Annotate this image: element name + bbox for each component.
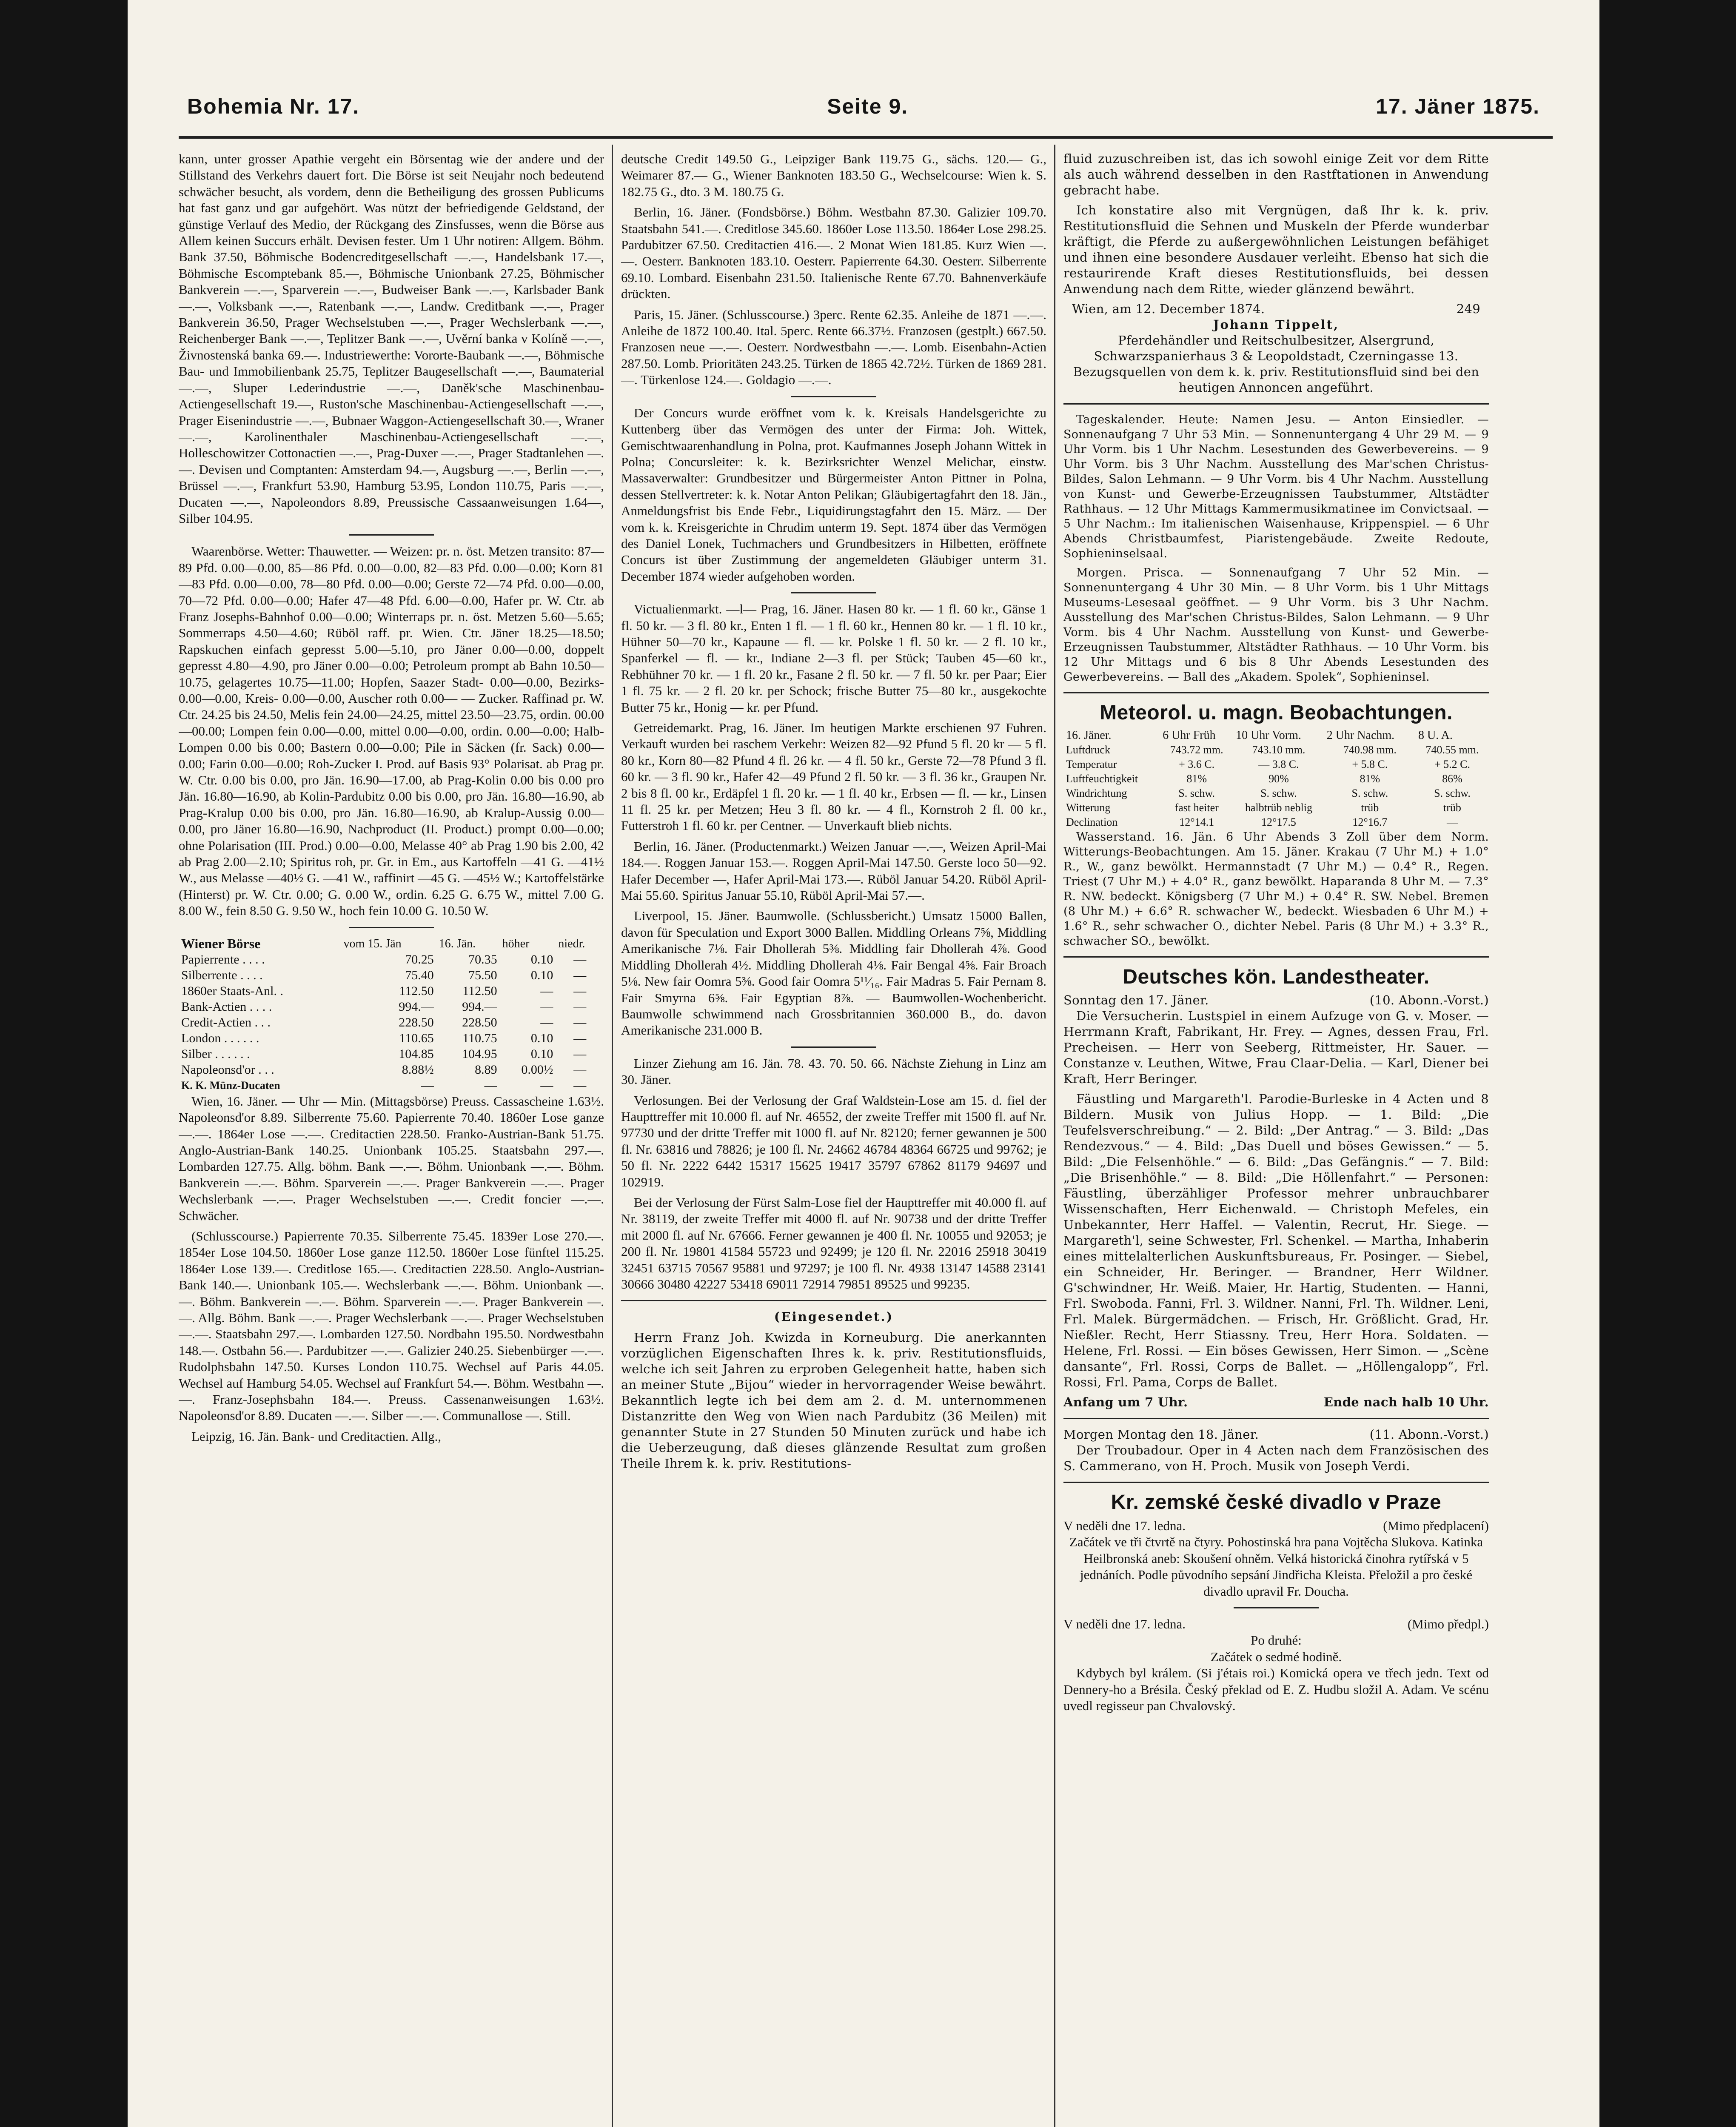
column-header: 16. Jäner. [1066, 729, 1112, 742]
table-row [179, 1078, 604, 1093]
czech-date-line [1063, 1616, 1489, 1632]
czech-theater-heading: Kr. zemské české divadlo v Praze [1111, 1491, 1442, 1514]
cell: 112.50 [462, 984, 497, 998]
meteorology-heading: Meteorol. u. magn. Beobachtungen. [1100, 701, 1453, 724]
start-time-note: Začátek o sedmé hodině. [1210, 1649, 1342, 1664]
linz-lottery-draw: Linzer Ziehung am 16. Jän. 78. 43. 70. 50. 66. Nächste Ziehung in Linz am 30. Jäner. [621, 1055, 1046, 1087]
header-rule [179, 136, 1553, 139]
cell: 75.50 [468, 968, 497, 982]
opera-listing: Der Troubadour. Oper in 4 Acten nach dem Französischen des S. Cammerano, von H. Proch. Musik von Joseph Verdi. [1063, 1443, 1489, 1473]
ad-number: 249 [1456, 302, 1480, 316]
cell: 0.10 [530, 968, 553, 982]
cell: 740.98 mm. [1343, 744, 1397, 756]
column-3 [1063, 151, 1489, 2127]
cell: 740.55 mm. [1425, 744, 1479, 756]
performance-date: Sonntag den 17. Jäner. [1063, 993, 1209, 1007]
cell: 1860er Staats-Anl. . [181, 984, 283, 998]
separator [791, 1046, 876, 1048]
cell: 8.89 [475, 1062, 497, 1077]
performance-date: Morgen Montag den 18. Jäner. [1063, 1427, 1259, 1442]
cell: Silber . . . . . . [181, 1046, 250, 1061]
cell: — [573, 1046, 587, 1061]
cell: 743.72 mm. [1170, 744, 1223, 756]
weather-observations: Wasserstand. 16. Jän. 6 Uhr Abends 3 Zoll über dem Norm. Witterungs-Beobachtungen. Am 15. Jäner. Krakau (7 Uhr M.) + 1.0° R., W., ganz bewölkt. Hermannstadt (7 Uhr M.) — 0.4° R., Regen. Triest (7 Uhr M.) + 4.0° R., ganz bewölkt. Haparanda 8 Uhr M. — 7.3° R. NW. bedeckt. Königsberg (7 Uhr M.) + 0.4° R. SW. Nebel. Bremen (8 Uhr M.) + 6.6° R. schwacher W., bedeckt. Wiesbaden 6 Uhr M.) + 1.6° R., sehr schwacher O., dichter Nebel. Paris (8 Uhr M.) + 3.3° R., schwacher SO., bewölkt. [1063, 830, 1489, 948]
column-header: 10 Uhr Vorm. [1236, 729, 1301, 742]
table-row [1063, 815, 1489, 830]
column-1 [179, 151, 604, 2127]
cell: — [540, 1078, 553, 1092]
table-row [1063, 757, 1489, 772]
cell: 75.40 [405, 968, 434, 982]
cell: — 3.8 C. [1258, 758, 1299, 770]
separator [1063, 403, 1489, 405]
cell: — [540, 999, 553, 1014]
vienna-closing-report: (Schlusscourse.) Papierrente 70.35. Silberrente 75.45. 1839er Lose 270.—. 1854er Lose 104.50. 1860er Lose ganze 112.50. 1860er Lose fünftel 115.25. 1864er Lose 139.—. Creditlose 165.—. Creditactien 228.50. Anglo-Austrian-Bank 140.—. Unionbank 105.—. Wechslerbank —.—. Böhm. Unionbank —.—. Böhm. Bankverein —.—. Böhm. Sparverein —.—. Prager Bankverein —.—. Allg. Böhm. Bank —.—. Prager Wechslerbank —.—. Prager Wechselstuben —.—. Staatsbahn 297.—. Lombarden 127.50. Nordbahn 195.50. Nordwestbahn 148.—. Ostbahn 56.—. Pardubitzer —.—. Galizier 240.25. Siebenbürger —.—. Rudolphsbahn 147.50. Kurses London 110.75. Wechsel auf Paris 44.05. Wechsel auf Hamburg 54.05. Wechsel auf Frankfurt 54.—. Böhm. Westbahn —.—. Franz-Josephsbahn 184.—. Preuss. Cassenanweisungen 1.63½. Napoleonsd'or 8.89. Ducaten —.—. Silber —.—. Communallose —. Still. [179, 1228, 604, 1423]
table-heading: Wiener Börse [181, 935, 261, 951]
table-row [179, 967, 604, 983]
masthead-title: Bohemia Nr. 17. [187, 94, 360, 118]
cell: 110.75 [462, 1031, 497, 1045]
berlin-produce-report: Berlin, 16. Jäner. (Productenmarkt.) Weizen Januar —.—, Weizen April-Mai 184.—. Roggen Januar 153.—. Roggen April-Mai 147.50. Gerste loco 50—92. Hafer December —, Hafer April-Mai 173.—. Rüböl Januar 54.20. Rüböl April-Mai 55.60. Spiritus Januar 55.10, Rüböl April-Mai 57.—. [621, 838, 1046, 903]
cell: S. schw. [1260, 787, 1297, 799]
cell: S. schw. [1178, 787, 1215, 799]
table-row [1063, 801, 1489, 815]
cell: 90% [1269, 773, 1289, 785]
repeat-note: Po druhé: [1251, 1633, 1302, 1648]
cell: — [573, 1015, 587, 1029]
table-row [1063, 743, 1489, 757]
cell: London . . . . . . [181, 1031, 259, 1045]
submitted-notice-heading: (Eingesendet.) [774, 1309, 894, 1324]
cell: — [484, 1078, 497, 1092]
testimonial-letter: Herrn Franz Joh. Kwizda in Korneuburg. Die anerkannten vorzüglichen Eigenschaften Ihres k. k. priv. Restitutionsfluids, welche ich seit Jahren zu erproben Gelegenheit hatte, haben sich an meiner Stute „Bijou“ wieder in hervorragender Weise bewährt. Bekanntlich legte ich bei dem am 2. d. M. unternommenen Distanzritte den Weg von Wien nach Pardubitz (36 Meilen) mit genannter Stute in 27 Stunden 50 Minuten zurück und habe ich die Ueberzeugung, daß dieses glänzende Resultat zum großen Theile Ihrem k. k. priv. Restitutions- [621, 1330, 1046, 1471]
cell: Credit-Actien . . . [181, 1015, 271, 1029]
testimonial-date: Wien, am 12. December 1874. [1072, 302, 1265, 316]
paris-exchange-report: Paris, 15. Jäner. (Schlusscourse.) 3perc. Rente 62.35. Anleihe de 1871 —.—. Anleihe de 1872 100.40. Ital. 5perc. Rente 66.37½. Franzosen (gestplt.) 667.50. Franzosen neue —.—. Oesterr. Nordwestbahn —.—. Lomb. Eisenbahn-Actien 287.50. Lomb. Prioritäten 243.25. Türken de 1865 42.72½. Türken de 1869 281.—. Türkenlose 124.—. Goldagio —.—. [621, 307, 1046, 388]
table-row [179, 1015, 604, 1030]
czech-date-line [1063, 1518, 1489, 1534]
table-row [179, 1046, 604, 1062]
cell: — [573, 952, 587, 967]
theater-heading: Deutsches kön. Landestheater. [1123, 966, 1430, 988]
cell: — [540, 984, 553, 998]
cell: 228.50 [399, 1015, 434, 1029]
cell: — [573, 984, 587, 998]
cell: 110.65 [399, 1031, 434, 1045]
cell: Luftdruck [1066, 744, 1110, 756]
cell: Luftfeuchtigkeit [1066, 773, 1138, 785]
tomorrow-calendar: Morgen. Prisca. — Sonnenaufgang 7 Uhr 52 Min. — Sonnenuntergang 4 Uhr 30 Min. — 8 Uhr Vorm. bis 1 Uhr Mittags Museums-Lesesaal geöffnet. — 9 Uhr Vorm. bis 3 Uhr Nachm. Ausstellung des Mar'schen Christus-Bildes, Salon Lehmann. — 9 Uhr Vorm. bis 4 Uhr Nachm. Ausstellung von Kunst- und Gewerbe-Erzeugnissen Taubstummer, Altstädter Rathhaus. — 10 Uhr Vorm. bis 12 Uhr Mittags und 6 bis 8 Uhr Abends Lesestunden des Gewerbevereins. — Ball des „Akadem. Spolek“, Sophieninsel. [1063, 566, 1489, 684]
cell: + 5.2 C. [1434, 758, 1470, 770]
czech-play-listing: Začátek ve tři čtvrtě na čtyry. Pohostinská hra pana Vojtěcha Slukova. Katinka Heilbronská aneb: Skoušení ohněm. Velká historická činohra rytířská v 5 jednáních. Podle původního sepsání Jindřicha Kleista. Přeložil a pro české divadlo upravil Fr. Doucha. [1069, 1534, 1483, 1599]
column-header: höher [502, 937, 530, 950]
cell: 70.25 [405, 952, 434, 967]
column-header: 8 U. A. [1418, 729, 1453, 742]
prague-exchange-report: kann, unter grosser Apathie vergeht ein Börsentag wie der andere und der Stillstand des Verkehrs dauert fort. Die Börse ist seit Neujahr noch bedeutend schwächer besucht, als vordem, denn die Betheiligung des grossen Publicums hat fast ganz und gar aufgehört. Was nützt der befriedigende Geldstand, der günstige Verlauf des Medio, der Rückgang des Zinsfusses, wenn die Börse aus Allem keinen Succurs erhält. Devisen fester. Um 1 Uhr notiren: Allgem. Böhm. Bank 37.50, Böhmische Bodencreditgesellschaft —.—, Handelsbank 17.—, Böhmische Escomptebank 85.—, Böhmische Unionbank 27.25, Böhmischer Bankverein —.—, Sparverein —.—, Budweiser Bank —.—, Karlsbader Bank —.—, Volksbank —.—, Ratenbank —.—, Landw. Creditbank —.—, Prager Bankverein 36.50, Prager Wechselstuben —.—, Prager Wechslerbank —.—, Reichenberger Bank —.—, Teplitzer Bank —.—, Uvěrní banka v Kolíně —.—, Živnostenská banka 69.—. Industriewerthe: Vororte-Baubank —.—, Böhmische Bau- und Immobilienbank 25.75, Teplitzer Baugesellschaft —.—, Baumaterial —.—, Sluper Lederindustrie —.—, Daněk'sche Maschinenbau-Actiengesellschaft 19.—, Ruston'sche Maschinenbau-Actiengesellschaft —.—, Prager Eisenindustrie —.—, Bubnaer Waggon-Actiengesellschaft 30.—, Wraner —.—, Karolinenthaler Maschinenbau-Actiengesellschaft —.—, Holleschowitzer Cottonactien —.—, Prag-Duxer —.—, Prager Stadtanlehen —.—. Devisen und Comptanten: Amsterdam 94.—, Augsburg —.—, Berlin —.—, Brüssel —.—, Frankfurt 53.90, Hamburg 53.95, London 110.75, Paris —.—, Ducaten —.—, Napoleondors 8.89, Preussische Cassaanweisungen 1.64—, Silber 104.95. [179, 151, 604, 526]
separator [1063, 1418, 1489, 1419]
cell: 8.88½ [402, 1062, 434, 1077]
cell: — [573, 999, 587, 1014]
page-number: Seite 9. [827, 94, 909, 118]
end-time: Ende nach halb 10 Uhr. [1323, 1395, 1489, 1409]
daily-calendar: Tageskalender. Heute: Namen Jesu. — Anton Einsiedler. — Sonnenaufgang 7 Uhr 53 Min. — Sonnenuntergang 4 Uhr 29 M. — 9 Uhr Vorm. bis 1 Uhr Nachm. Lesestunden des Gewerbevereins. — 9 Uhr Vorm. bis 3 Uhr Nachm. Ausstellung des Mar'schen Christus-Bildes, Salon Lehmann. — 9 Uhr Vorm. bis 4 Uhr Nachm. Ausstellung von Kunst- und Gewerbe-Erzeugnissen Taubstummer, Altstädter Rathhaus. — 12 Uhr Mittags Kammermusikmatinee im Convictsaal. — 5 Uhr Nachm.: Im italienischen Waisenhause, Krippenspiel. — 6 Uhr Abends Christbaumfest, Piaristengebäude. Zweite Redoute, Sophieninselsaal. [1063, 413, 1489, 560]
cell: 12°14.1 [1179, 816, 1214, 828]
cell: — [540, 1015, 553, 1029]
cell: 228.50 [462, 1015, 497, 1029]
cell: fast heiter [1174, 801, 1219, 814]
column-header: 2 Uhr Nachm. [1326, 729, 1395, 742]
cell: — [573, 968, 587, 982]
cell: 112.50 [399, 984, 434, 998]
table-row [179, 952, 604, 967]
cell: 104.95 [462, 1046, 497, 1061]
cell: 0.00½ [521, 1062, 553, 1077]
performance-date: V neděli dne 17. ledna. [1063, 1518, 1186, 1533]
cell: trüb [1443, 801, 1461, 814]
separator [349, 927, 434, 928]
cell: 81% [1186, 773, 1207, 785]
performance-date: V neděli dne 17. ledna. [1063, 1617, 1186, 1632]
separator [621, 1300, 1046, 1301]
leipzig-report-continued: deutsche Credit 149.50 G., Leipziger Bank 119.75 G., sächs. 120.— G., Weimarer 87.— G., Wiener Banknoten 183.50 G., Wechselcourse: Wien k. S. 182.75 G., dto. 3 M. 180.75 G. [621, 151, 1046, 199]
cell: 12°17.5 [1261, 816, 1296, 828]
cell: Temperatur [1066, 758, 1117, 770]
cell: 0.10 [530, 952, 553, 967]
page-header [187, 87, 1540, 125]
vienna-midday-report: Wien, 16. Jäner. — Uhr — Min. (Mittagsbörse) Preuss. Cassascheine 1.63½. Napoleonsd'or 8.89. Silberrente 75.60. Papierrente 70.40. 1860er Lose ganze —.—. 1864er Lose —.—. Creditactien 228.50. Franko-Austrian-Bank 51.75. Anglo-Austrian-Bank 140.25. Unionbank 105.25. Staatsbahn 297.—. Lombarden 127.75. Allg. böhm. Bank —.—. Böhm. Unionbank —.—. Böhm. Bankverein —.—. Böhm. Sparverein —.—. Prager Bankverein —.—. Prager Wechslerbank —.—. Prager Wechselstuben —.—. Credit foncier —.—. Schwächer. [179, 1093, 604, 1223]
cell: + 5.8 C. [1352, 758, 1388, 770]
separator [1063, 956, 1489, 958]
burlesque-listing: Fäustling und Margareth'l. Parodie-Burleske in 4 Acten und 8 Bildern. Musik von Julius Hopp. — 1. Bild: „Die Teufelsverschreibung.“ — 2. Bild: „Der Antrag.“ — 3. Bild: „Das Rendezvous.“ — 4. Bild: „Das Duell und böses Gewissen.“ — 5. Bild: „Die Felsenhöhle.“ — 6. Bild: „Das Gefängnis.“ — 7. Bild: „Die Brisenhöhle.“ — 8. Bild: „Die Höllenfahrt.“ — Personen: Fäustling, überzähliger Professor mehrer unbrauchbarer Wissenschaften, Herr Eichenwald. — Christoph Mefeles, ein Unbekannter, Herr Haffel. — Valentin, Recrut, Hr. Siege. — Margareth'l, seine Schwester, Frl. Schenkel. — Martha, Inhaberin eines mittelalterlichen Auskunftsbureaus, Fr. Posinger. — Siebel, ein Schneider, Hr. Beringer. — Brandner, Herr Wildner. G'schwindner, Hr. Weiß. Maier, Hr. Hartig, Studenten. — Hanni, Frl. Swoboda. Fanni, Frl. 3. Wildner. Nanni, Frl. Th. Wildner. Leni, Frl. Malek. Bürgermädchen. — Frisch, Hr. Größlicht. Grad, Hr. Nießler. Recht, Herr Stiassny. Treu, Herr Hora. Soldaten. — Helene, Frl. Rossi. — Ein böses Gewissen, Herr Simon. — „Scène dansante“, Frl. Rossi, Corps de Ballet. — „Höllengalopp“, Frl. Rossi, Frl. Pama, Corps de Ballet. [1063, 1092, 1489, 1389]
cell: Silberrente . . . . [181, 968, 263, 982]
cell: 994.— [462, 999, 497, 1014]
separator [1234, 1607, 1319, 1608]
cell: 70.35 [468, 952, 497, 967]
theater-date-line [1063, 1427, 1489, 1443]
testimonial-signature: Johann Tippelt, [1213, 317, 1340, 332]
cell: Windrichtung [1066, 787, 1127, 799]
table-row [179, 999, 604, 1015]
newspaper-page [128, 0, 1599, 2127]
testimonial-dateline [1063, 301, 1489, 317]
cell: — [573, 1062, 587, 1077]
signer-details: Pferdehändler und Reitschulbesitzer, Alsergrund, Schwarzspanierhaus 3 & Leopoldstadt, Czerningasse 13. [1094, 333, 1459, 363]
separator [349, 534, 434, 536]
liverpool-cotton-report: Liverpool, 15. Jäner. Baumwolle. (Schlussbericht.) Umsatz 15000 Ballen, davon für Speculation und Export 3000 Ballen. Middling Orleans 7⅝, Middling Amerikanische 7⅛. Fair Dhollerah 5⅜. Middling fair Dhollerah 4⅞. Good Middling Dhollerah 4½. Middling Dhollerah 4⅛. Fair Bengal 4⅝. Fair Broach 5⅛. New fair Oomra 5⅜. Good fair Oomra 5¹¹⁄₁₆. Fair Madras 5. Fair Pernam 8. Fair Smyrna 6⅝. Fair Egyptian 8⅞. — Baumwollen-Wochenbericht. Baumwolle schwimmend nach Grossbritannien 360.000 B., do. davon Amerikanische 231.000 B. [621, 908, 1046, 1038]
column-header: niedr. [558, 937, 585, 950]
separator [1063, 692, 1489, 693]
cell: 994.— [399, 999, 434, 1014]
separator [1063, 1482, 1489, 1483]
berlin-exchange-report: Berlin, 16. Jäner. (Fondsbörse.) Böhm. Westbahn 87.30. Galizier 109.70. Staatsbahn 541.—. Creditlose 345.60. 1860er Lose 113.50. 1864er Lose 298.25. Pardubitzer 67.50. Creditactien 416.—. 2 Monat Wien 181.85. Kurz Wien —.—. Oesterr. Banknoten 183.10. Oesterr. Papierrente 64.30. Oesterr. Silberrente 69.10. Lombard. Eisenbahn 231.50. Italienische Rente 67.70. Bahnenverkäufe drückten. [621, 205, 1046, 302]
subscription-note: (11. Abonn.-Vorst.) [1369, 1427, 1489, 1442]
cell: halbtrüb neblig [1245, 801, 1313, 814]
subscription-note: (Mimo předpl.) [1407, 1617, 1489, 1632]
issue-date: 17. Jäner 1875. [1376, 94, 1540, 118]
table-row [179, 983, 604, 999]
cell: — [573, 1031, 587, 1045]
cell: 0.10 [530, 1031, 553, 1045]
cell: + 3.6 C. [1179, 758, 1215, 770]
table-row [1063, 772, 1489, 786]
separator [791, 396, 876, 397]
lottery-results-waldstein: Verlosungen. Bei der Verlosung der Graf Waldstein-Lose am 15. d. fiel der Haupttreffer mit 10.000 fl. auf Nr. 46552, der zweite Treffer mit 1500 fl. auf Nr. 97730 und der dritte Treffer mit 1000 fl. auf Nr. 82120; ferner gewannen je 500 fl. Nr. 63816 und 78826; je 100 fl. Nr. 24662 46784 48364 66725 und 99762; je 50 fl. Nr. 2222 6442 15317 15625 19417 35797 67862 81179 94697 und 102919. [621, 1092, 1046, 1189]
theater-date-line [1063, 992, 1489, 1008]
cell: 86% [1442, 773, 1462, 785]
meteorology-table [1063, 728, 1489, 830]
start-time: Anfang um 7 Uhr. [1063, 1395, 1188, 1409]
cell: Papierrente . . . . [181, 952, 265, 967]
performance-times [1063, 1394, 1489, 1410]
lottery-results-salm: Bei der Verlosung der Fürst Salm-Lose fiel der Haupttreffer mit 40.000 fl. auf Nr. 38119, der zweite Treffer mit 4000 fl. auf Nr. 90738 und der dritte Treffer mit 2000 fl. auf Nr. 67666. Ferner gewannen je 400 fl. Nr. 10055 und 92053; je 200 fl. Nr. 19801 41584 55723 und 92499; je 120 fl. Nr. 22016 25918 30419 32451 63715 70567 95881 und 97297; je 100 fl. Nr. 4938 13147 14588 23141 30666 30480 42227 53418 69011 72914 79851 89525 und 99235. [621, 1195, 1046, 1292]
column-2 [621, 151, 1046, 2127]
cell: — [1446, 816, 1458, 828]
cell: Declination [1066, 816, 1118, 828]
cell: 0.10 [530, 1046, 553, 1061]
cell: S. schw. [1351, 787, 1388, 799]
cell: S. schw. [1434, 787, 1471, 799]
cell: 743.10 mm. [1252, 744, 1306, 756]
subscription-note: (Mimo předplacení) [1383, 1518, 1489, 1533]
grain-market-report: Getreidemarkt. Prag, 16. Jäner. Im heutigen Markte erschienen 97 Fuhren. Verkauft wurden bei raschem Verkehr: Weizen 82—92 Pfund 5 fl. 20 kr — 5 fl. 80 kr., Korn 80—82 Pfund 4 fl. 26 kr. — 4 fl. 50 kr., Gerste 72—78 Pfund 3 fl. 60 kr. — 3 fl. 90 kr., Hafer 42—49 Pfund 2 fl. 50 kr. — 3 fl. 36 kr., Graupen Nr. 2 bis 8 fl. 00 kr., Erdäpfel 1 fl. 20 kr. — 1 fl. 40 kr., Erbsen — fl. — kr., Linsen 11 fl. 25 kr. per Metzen; Heu 3 fl. 80 kr. — 4 fl., Kornstroh 2 fl. 00 kr., Futterstroh 1 fl. 60 kr. per Centner. — Unverkauft blieb nichts. [621, 720, 1046, 833]
czech-opera-listing: Kdybych byl králem. (Si j'étais roi.) Komická opera ve třech jedn. Text od Dennery-ho a Brésila. Český překlad od E. Z. Hudbu složil A. Adam. Ve scénu uvedl regisseur pan Chvalovský. [1063, 1665, 1489, 1714]
cell: Bank-Actien . . . . [181, 999, 272, 1014]
cell: trüb [1361, 801, 1379, 814]
table-row [179, 1062, 604, 1078]
testimonial-paragraph: Ich konstatire also mit Vergnügen, daß Ihr k. k. priv. Restitutionsfluid die Sehnen und Muskeln der Pferde wunderbar kräftigt, die Pferde zu außergewöhnlichen Leistungen befähiget und ihnen eine besondere Ausdauer verleiht. Ebenso hat sich die restaurirende Kraft dieses Restitutionsfluids, bei dessen Anwendung nach dem Ritte, wieder glänzend bewährt. [1063, 203, 1489, 296]
table-row [1063, 786, 1489, 801]
subscription-note: (10. Abonn.-Vorst.) [1369, 993, 1489, 1007]
column-header: 16. Jän. [439, 937, 476, 950]
cell: — [421, 1078, 434, 1092]
bankruptcy-notice: Der Concurs wurde eröffnet vom k. k. Kreisals Handelsgerichte zu Kuttenberg über das Vermögen des unter der Firma: Joh. Wittek, Gemischtwaarenhandlung in Polna, prot. Kaufmannes Joseph Johann Wittek in Polna; Concursleiter: k. k. Bezirksrichter Wenzel Melichar, einstw. Massaverwalter: Grundbesitzer und Bürgermeister Anton Pittner in Polna, dessen Stellvertreter: k. k. Notar Anton Pelikan; Gläubigertagfahrt den 18. Jän., Anmeldungsfrist bis Ende Febr., Liquidirungstagfahrt den 15. März. — Der vom k. k. Kreisgerichte in Chrudim unterm 19. Sept. 1874 über das Vermögen des Daniel Lonek, Tuchmachers und Grundbesitzers in Hilbetten, eröffnete Concurs ist über Zustimmung der angemeldeten Gläubiger unterm 31. December 1874 wieder aufgehoben worden. [621, 405, 1046, 584]
separator [791, 592, 876, 593]
leipzig-report: Leipzig, 16. Jän. Bank- und Creditactien. Allg., [191, 1428, 442, 1444]
supply-note: Bezugsquellen von dem k. k. priv. Restitutionsfluid sind bei den heutigen Annoncen angeführt. [1073, 365, 1479, 395]
column-header: vom 15. Jän [343, 937, 402, 950]
table-row [179, 1030, 604, 1046]
cell: K. K. Münz-Ducaten [181, 1079, 280, 1092]
play-listing: Die Versucherin. Lustspiel in einem Aufzuge von G. v. Moser. — Herrmann Kraft, Fabrikant, Hr. Frey. — Agnes, dessen Frau, Frl. Precheisen. — Herr von Seeberg, Rittmeister, Hr. Sauer. — Constanze v. Leuthen, Witwe, Frau Claar-Delia. — Karl, Diener bei Kraft, Herr Beringer. [1063, 1009, 1489, 1086]
commodity-exchange-report: Waarenbörse. Wetter: Thauwetter. — Weizen: pr. n. öst. Metzen transito: 87—89 Pfd. 0.00—0.00, 85—86 Pfd. 0.00—0.00, 82—83 Pfd. 0.00—0.00; Korn 81—83 Pfd. 0.00—0.00, 78—80 Pfd. 0.00—0.00; Gerste 72—74 Pfd. 0.00—0.00, 70—72 Pfd. 0.00—0.00; Hafer 47—48 Pfd. 6.00—0.00, Hafer pr. W. Ctr. ab Franz Josephs-Bahnhof 0.00—0.00; Winterraps pr. n. öst. Metzen 5.60—5.65; Sommerraps 4.50—4.60; Rüböl raff. pr. Wien. Ctr. Jäner 18.25—18.50; Rapskuchen einfach gepresst 5.00—5.10, pro Jäner 0.00—0.00, doppelt gepresst 4.80—4.90, pro Jäner 0.00—0.00; Petroleum prompt ab Bahn 10.50—10.75, gelagertes 10.75—11.00; Hopfen, Saazer Stadt- 0.00—0.00, Bezirks- 0.00—0.00, Kreis- 0.00—0.00, Auscher roth 0.00— — Zucker. Raffinad pr. W. Ctr. 24.25 bis 24.50, Melis fein 24.00—24.25, mittel 23.50—23.75, ordin. 00.00—00.00; Lompen fein 0.00—0.00, mittel 0.00—0.00, ordin. 0.00—0.00; Halb-Lompen 0.00 bis 0.00; Bastern 0.00—0.00; Pile in Säcken (fr. Sack) 0.00—0.00; Farin 0.00—0.00; Roh-Zucker I. Prod. auf Basis 93° Polarisat. ab Prag pr. W. Ctr. 0.00 bis 0.00, pro Jän. 16.90—17.00, ab Prag-Kolin 0.00 bis 0.00 pro Jän. 16.80—16.90, ab Kolin-Pardubitz 0.00 bis 0.00, pro Jän. 16.80—16.90, ab Prag-Kralup 0.00 bis 0.00, pro Jän. 16.80—16.90, ab Kralup-Aussig 0.00—0.00, pro Jäner 16.80—16.90, Nachproduct (II. Product.) prompt 0.00—0.00; ohne Polarisation (III. Prod.) 0.00—0.00, Melasse 40° ab Prag 1.90 bis 2.00, 42 ab Prag 2.00—2.10; Spiritus roh, pr. Gr. in Em., aus Kartoffeln —41 G. —41½ W., aus Melasse —40½ G. —41 W., raffinirt —45 G. —45½ W.; Kartoffelstärke (Hinterst) pr. W. Ctr. 0.00; G. 0.00 W., ordin. 6.25 G. 6.75 W., mittel 7.00 G. 8.00 W., fein 8.50 G. 9.50 W., hoch fein 10.00 G. 10.50 W. [179, 544, 604, 918]
column-divider [612, 145, 613, 2127]
cell: 81% [1360, 773, 1380, 785]
testimonial-letter-continued: fluid zuzuschreiben ist, das ich sowohl einige Zeit vor dem Ritte als auch während desselben in den Rastftationen in Anwendung gebracht habe. [1063, 151, 1489, 197]
cell: Witterung [1066, 801, 1111, 814]
cell: — [573, 1078, 587, 1092]
cell: 12°16.7 [1352, 816, 1388, 828]
column-header: 6 Uhr Früh [1163, 729, 1216, 742]
vienna-exchange-table [179, 936, 604, 1093]
column-divider [1054, 145, 1055, 2127]
victuals-market-report: Victualienmarkt. —l— Prag, 16. Jäner. Hasen 80 kr. — 1 fl. 60 kr., Gänse 1 fl. 50 kr. — 3 fl. 80 kr., Enten 1 fl. — 1 fl. 60 kr., Hennen 80 kr. — 1 fl. 10 kr., Hühner 50—70 kr., Kapaune — fl. — kr. Polske 1 fl. 50 kr. — 2 fl. 10 kr., Spanferkel — fl. — kr., Indiane 2—3 fl. per Stück; Tauben 45—60 kr., Rebhühner 70 kr. — 1 fl. 20 kr., Fasane 2 fl. 50 kr. — 7 fl. 50 kr. per Paar; Eier 1 fl. 75 kr. — 2 fl. 20 kr. per Schock; frische Butter 75—80 kr., ausgekochte Butter 75 kr., Honig — kr. per Pfund. [621, 602, 1046, 715]
cell: 104.85 [399, 1046, 434, 1061]
cell: Napoleonsd'or . . . [181, 1062, 274, 1077]
